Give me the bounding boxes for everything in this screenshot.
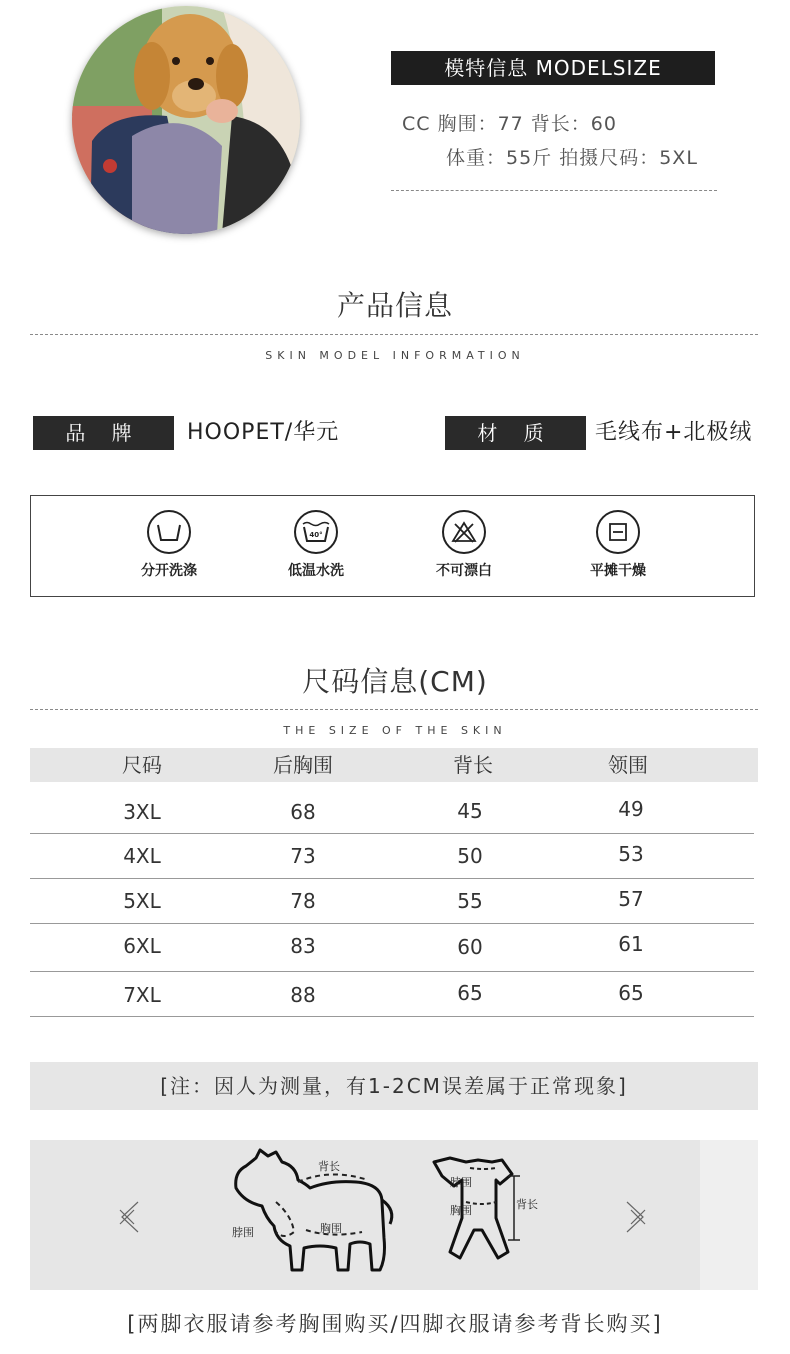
arrow-right-icon (627, 1202, 645, 1232)
wash-tub-icon (147, 510, 191, 554)
care-item-separate-wash (109, 496, 229, 580)
cell-neck: 57 (618, 887, 644, 911)
brand-label: 品 牌 (33, 416, 174, 450)
product-info-subtitle: SKIN MODEL INFORMATION (265, 349, 525, 362)
table-row (30, 923, 754, 972)
table-row (30, 782, 754, 834)
label-neck: 脖围 (232, 1226, 254, 1239)
product-info-title: 产品信息 (336, 289, 453, 322)
no-bleach-icon (442, 510, 486, 554)
model-info-title: 模特信息 MODELSIZE (391, 51, 715, 85)
wash-40-icon (294, 510, 338, 554)
dog-diagram-icon (236, 1150, 392, 1270)
cell-neck: 65 (618, 981, 644, 1005)
purchase-tip: [两脚衣服请参考胸围购买/四脚衣服请参考背长购买] (127, 1312, 663, 1336)
care-instructions (30, 495, 755, 597)
size-info-subtitle: THE SIZE OF THE SKIN (283, 724, 507, 737)
size-info-title: 尺码信息(CM) (302, 665, 488, 698)
arrow-left-icon (120, 1202, 138, 1232)
product-divider (30, 334, 758, 335)
model-measurements: CC 胸围：77 背长：60 (402, 113, 617, 135)
cell-chest: 73 (290, 844, 316, 868)
cell-back: 45 (457, 799, 483, 823)
cell-size: 3XL (123, 800, 161, 824)
care-item-low-temp-wash (256, 496, 376, 580)
cell-back: 55 (457, 889, 483, 913)
measurement-diagram (30, 1140, 758, 1290)
label-back-length: 背长 (318, 1160, 340, 1173)
cell-chest: 83 (290, 934, 316, 958)
measurement-note: [注：因人为测量，有1-2CM误差属于正常现象] (30, 1062, 758, 1110)
care-label: 分开洗涤 (141, 563, 197, 579)
cell-size: 4XL (123, 844, 161, 868)
cell-chest: 68 (290, 800, 316, 824)
cell-size: 5XL (123, 889, 161, 913)
care-item-dry-flat (558, 496, 678, 580)
cell-chest: 78 (290, 889, 316, 913)
model-photo (72, 6, 300, 234)
care-item-no-bleach (404, 496, 524, 580)
model-divider (391, 190, 717, 191)
label-chest: 胸围 (320, 1222, 342, 1235)
table-row (30, 833, 754, 879)
cell-back: 60 (457, 935, 483, 959)
wash-temp-text: 40° (309, 531, 323, 539)
brand-value: HOOPET/华元 (187, 420, 340, 445)
care-label: 不可漂白 (436, 563, 492, 579)
header-size: 尺码 (122, 753, 162, 777)
label-back-length-vertical: 背长 (516, 1198, 538, 1211)
header-back-length: 背长 (453, 753, 493, 777)
header-chest: 后胸围 (273, 753, 333, 777)
size-divider (30, 709, 758, 710)
header-neck: 领围 (608, 753, 648, 777)
cell-back: 65 (457, 981, 483, 1005)
cell-neck: 49 (618, 797, 644, 821)
cell-neck: 61 (618, 932, 644, 956)
garment-diagram-icon (434, 1158, 512, 1258)
label-neck-garment: 脖围 (450, 1176, 472, 1189)
cell-size: 6XL (123, 934, 161, 958)
dry-flat-icon (596, 510, 640, 554)
table-row (30, 971, 754, 1017)
care-label: 低温水洗 (288, 563, 344, 579)
size-table-header (30, 748, 758, 782)
cell-back: 50 (457, 844, 483, 868)
model-weight-size: 体重：55斤 拍摄尺码：5XL (446, 147, 698, 169)
table-row (30, 878, 754, 924)
care-label: 平摊干燥 (590, 563, 646, 579)
material-value: 毛线布+北极绒 (595, 420, 753, 445)
label-chest-garment: 胸围 (450, 1204, 472, 1217)
cell-neck: 53 (618, 842, 644, 866)
material-label: 材 质 (445, 416, 586, 450)
cell-chest: 88 (290, 983, 316, 1007)
cell-size: 7XL (123, 983, 161, 1007)
